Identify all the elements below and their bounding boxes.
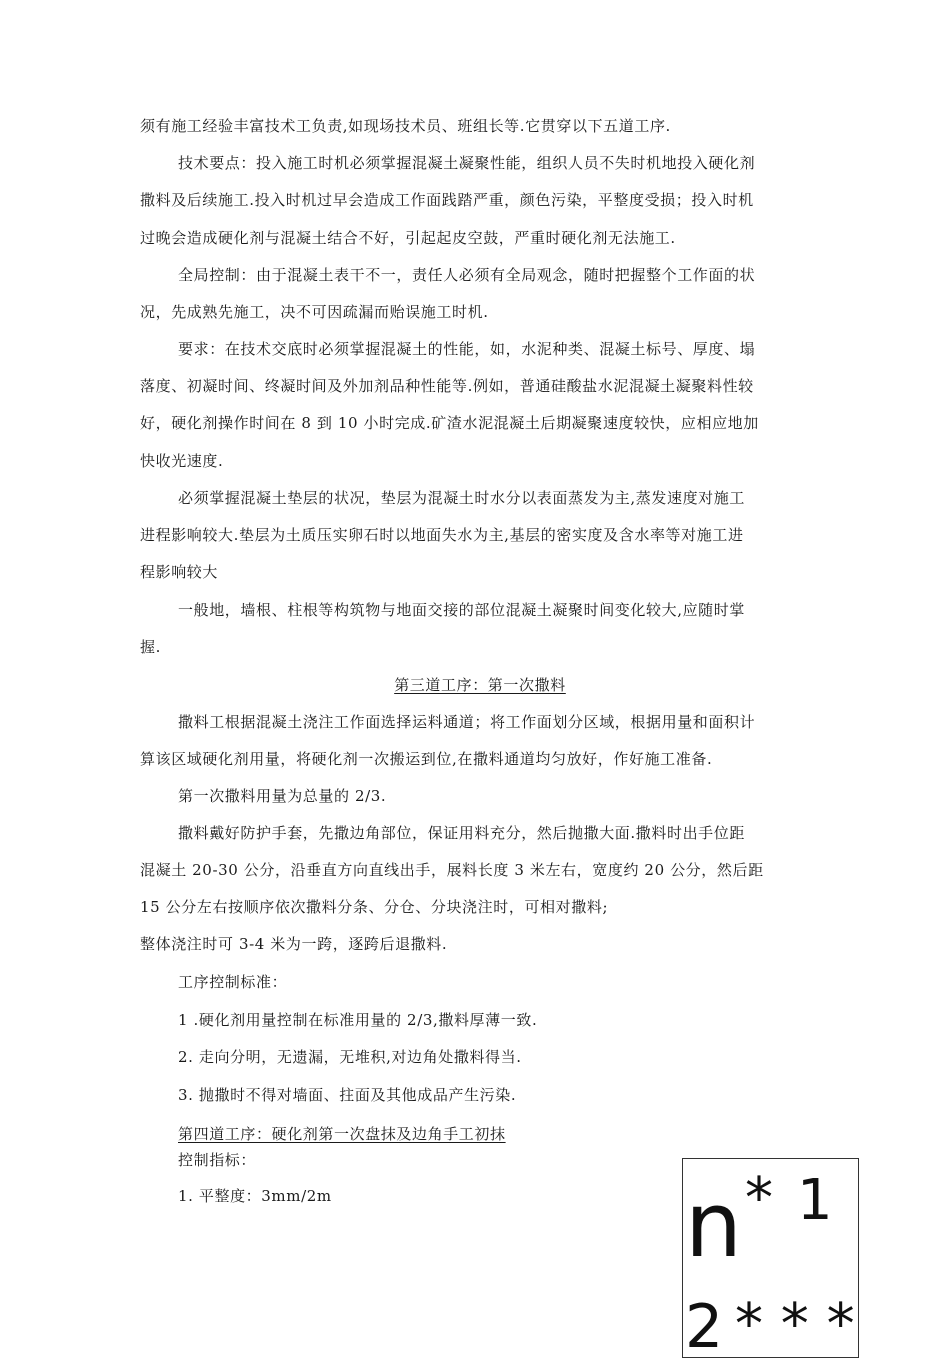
paragraph-line: 进程影响较大.垫层为土质压实卵石时以地面失水为主,基层的密实度及含水率等对施工进	[140, 526, 744, 544]
paragraph-line: 必须掌握混凝土垫层的状况，垫层为混凝土时水分以表面蒸发为主,蒸发速度对施工	[178, 489, 745, 507]
paragraph-line: 握.	[140, 638, 161, 656]
section-heading-4: 第四道工序：硬化剂第一次盘抹及边角手工初抹	[178, 1125, 506, 1143]
paragraph-line: 算该区域硬化剂用量，将硬化剂一次搬运到位,在撒料通道均匀放好，作好施工准备.	[140, 750, 713, 768]
standards-title: 工序控制标准：	[178, 973, 288, 991]
paragraph-line: 须有施工经验丰富技术工负责,如现场技术员、班组长等.它贯穿以下五道工序.	[140, 117, 671, 135]
control-title: 控制指标：	[178, 1151, 257, 1169]
paragraph-line: 全局控制：由于混凝土表干不一，责任人必须有全局观念，随时把握整个工作面的状	[178, 266, 756, 284]
figure-glyph-star: *	[745, 1166, 773, 1231]
paragraph-line: 15 公分左右按顺序依次撒料分条、分仓、分块浇注时，可相对撒料;	[140, 898, 609, 916]
paragraph-line: 撒料工根据混凝土浇注工作面选择运料通道；将工作面划分区域，根据用量和面积计	[178, 713, 756, 731]
figure-glyph-one: 1	[797, 1168, 833, 1233]
paragraph-line: 技术要点：投入施工时机必须掌握混凝土凝聚性能，组织人员不失时机地投入硬化剂	[178, 154, 756, 172]
paragraph-line: 混凝土 20-30 公分，沿垂直方向直线出手，展料长度 3 米左右，宽度约 20 公分，然后距	[140, 861, 764, 879]
symbol-figure	[682, 1158, 859, 1358]
figure-glyph-two: 2	[685, 1292, 724, 1358]
standard-item: 2. 走向分明，无遗漏，无堆积,对边角处撒料得当.	[178, 1048, 522, 1066]
paragraph-line: 况，先成熟先施工，决不可因疏漏而贻误施工时机.	[140, 303, 489, 321]
standard-item: 1 .硬化剂用量控制在标准用量的 2/3,撒料厚薄一致.	[178, 1011, 538, 1029]
figure-glyph-stars: * * *	[735, 1292, 855, 1357]
paragraph-line: 整体浇注时可 3-4 米为一跨，逐跨后退撒料.	[140, 935, 448, 953]
paragraph-line: 程影响较大	[140, 563, 219, 581]
paragraph-line: 第一次撒料用量为总量的 2/3.	[178, 787, 387, 805]
paragraph-line: 撒料及后续施工.投入时机过早会造成工作面践踏严重，颜色污染，平整度受损；投入时机	[140, 191, 754, 209]
figure-glyph-n: n	[685, 1173, 743, 1278]
paragraph-line: 好，硬化剂操作时间在 8 到 10 小时完成.矿渣水泥混凝土后期凝聚速度较快，应相应地加	[140, 414, 759, 432]
paragraph-line: 一般地，墙根、柱根等构筑物与地面交接的部位混凝土凝聚时间变化较大,应随时掌	[178, 601, 745, 619]
paragraph-line: 落度、初凝时间、终凝时间及外加剂品种性能等.例如，普通硅酸盐水泥混凝土凝聚料性较	[140, 377, 754, 395]
section-heading-3: 第三道工序：第一次撒料	[394, 676, 566, 694]
paragraph-line: 过晚会造成硬化剂与混凝土结合不好，引起起皮空鼓，严重时硬化剂无法施工.	[140, 229, 676, 247]
paragraph-line: 要求：在技术交底时必须掌握混凝土的性能，如，水泥种类、混凝土标号、厚度、塌	[178, 340, 756, 358]
paragraph-line: 撒料戴好防护手套，先撒边角部位，保证用料充分，然后抛撒大面.撒料时出手位距	[178, 824, 745, 842]
control-item: 1. 平整度：3mm/2m	[178, 1187, 332, 1205]
paragraph-line: 快收光速度.	[140, 452, 224, 470]
standard-item: 3. 抛撒时不得对墙面、拄面及其他成品产生污染.	[178, 1086, 517, 1104]
